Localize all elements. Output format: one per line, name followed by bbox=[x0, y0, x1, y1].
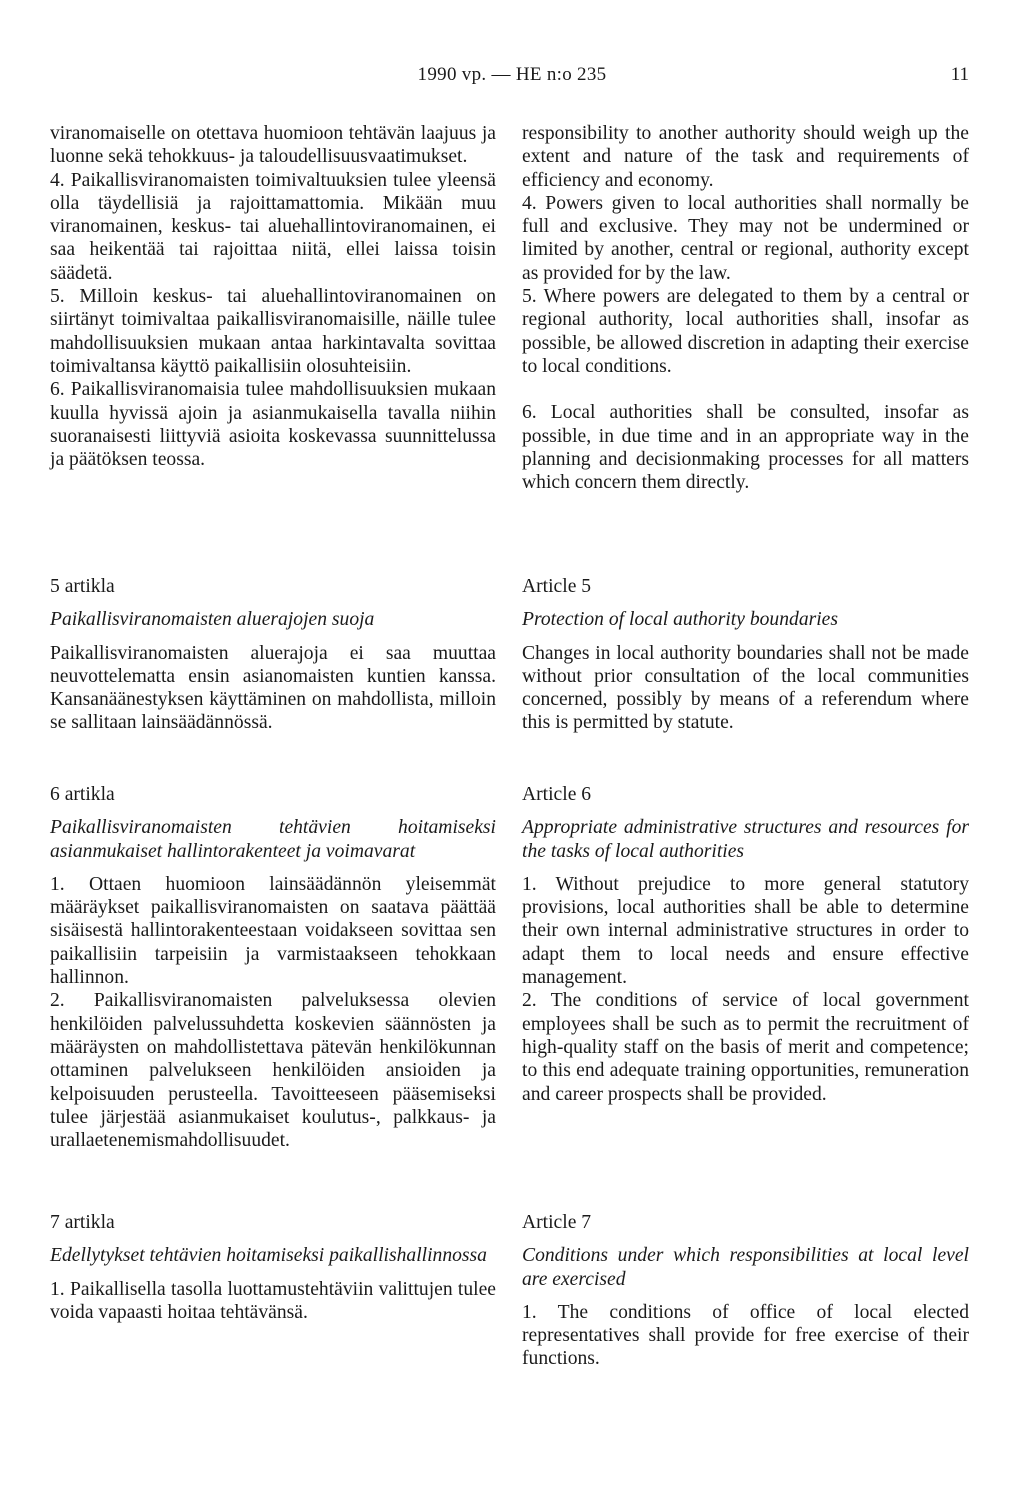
finnish-paragraph-5: 5. Milloin keskus- tai aluehallintoviranomainen on siirtänyt toimivaltaa paikallisviranomaisille, näille tulee mahdollisuuksien mukaan antaa harkintavalta sovittaa toimivaltansa käyttö paikallisiin olosuhteisiin. bbox=[50, 286, 496, 377]
finnish-paragraph-4: 4. Paikallisviranomaisten toimivaltuuksien tulee yleensä olla täydellisiä ja rajoittamattomia. Mikään muu viranomainen, keskus- tai aluehallintoviranomainen, ei saa heikentää tai rajoittaa niitä, ellei laissa toisin säädetä. bbox=[50, 169, 496, 284]
english-article-6 bbox=[522, 783, 969, 1106]
article-paragraph: Paikallisviranomaisten aluerajoja ei saa muuttaa neuvottelematta ensin asianomaisten kuntien kanssa. Kansanäänestyksen käyttäminen on mahdollista, milloin se sallitaan lainsäädännössä. bbox=[50, 642, 496, 734]
article-paragraph-2: 2. Paikallisviranomaisten palveluksessa olevien henkilöiden palvelussuhdetta koskevien säännösten ja määräysten on mahdollistettava pätevän henkilökunnan ottaminen palvelukseen henkilöiden ansioiden ja kelpoisuuden perusteella. Tavoitteeseen pääsemiseksi tulee järjestää asianmukaiset koulutus-, palkkaus- ja urallaetenemismahdollisuudet. bbox=[50, 990, 496, 1152]
article-title: Appropriate administrative structures and resources for the tasks of local authorities bbox=[522, 817, 969, 862]
article-paragraph-1: 1. Paikallisella tasolla luottamustehtäviin valittujen tulee voida vapaasti hoitaa tehtävänsä. bbox=[50, 1278, 496, 1323]
english-block-top bbox=[522, 122, 969, 494]
article-heading: Article 5 bbox=[522, 576, 592, 597]
article-heading: Article 6 bbox=[522, 784, 592, 805]
article-title: Paikallisviranomaisten aluerajojen suoja bbox=[50, 609, 375, 631]
finnish-paragraph-6: 6. Paikallisviranomaisia tulee mahdollisuuksien mukaan kuulla hyvissä ajoin ja asianmukaisella tavalla niihin suoranaisesti liittyviä asioita koskevassa suunnittelussa ja päätöksen teossa. bbox=[50, 379, 496, 471]
english-paragraph-6: 6. Local authorities shall be consulted, insofar as possible, in due time and in an appropriate way in the planning and decisionmaking processes for all matters which concern them directly. bbox=[522, 402, 969, 494]
finnish-article-6 bbox=[50, 783, 496, 1152]
page-header bbox=[0, 64, 1024, 94]
english-article-7 bbox=[522, 1211, 969, 1371]
article-title: Edellytykset tehtävien hoitamiseksi paikallishallinnossa bbox=[50, 1245, 487, 1267]
article-heading: Article 7 bbox=[522, 1212, 592, 1233]
article-heading: 6 artikla bbox=[50, 784, 115, 805]
english-paragraph-4: 4. Powers given to local authorities shall normally be full and exclusive. They may not be undermined or limited by another, central or regional, authority except as provided for by the law. bbox=[522, 192, 969, 284]
article-paragraph-1: 1. The conditions of office of local elected representatives shall provide for free exercise of their functions. bbox=[522, 1301, 969, 1370]
english-continuation: responsibility to another authority should weigh up the extent and nature of the task and requirements of efficiency and economy. bbox=[522, 123, 969, 191]
article-paragraph-1: 1. Ottaen huomioon lainsäädännön yleisemmät määräykset paikallisviranomaisten on saatava päättää sisäisestä hallintorakenteestaan voidakseen sovittaa sen paikallisiin tarpeisiin ja varmistaakseen tehokkaan hallinnon. bbox=[50, 873, 496, 989]
article-paragraph: Changes in local authority boundaries shall not be made without prior consultation of the local communities concerned, possibly by means of a referendum where this is permitted by statute. bbox=[522, 642, 969, 734]
page-number: 11 bbox=[950, 64, 969, 85]
finnish-article-7 bbox=[50, 1211, 496, 1324]
article-heading: 7 artikla bbox=[50, 1212, 115, 1233]
article-heading: 5 artikla bbox=[50, 576, 115, 597]
article-paragraph-2: 2. The conditions of service of local government employees shall be such as to permit the recruitment of high-quality staff on the basis of merit and competence; to this end adequate training opportunities, remuneration and career prospects shall be provided. bbox=[522, 990, 969, 1105]
finnish-continuation: viranomaiselle on otettava huomioon tehtävän laajuus ja luonne sekä tehokkuus- ja taloudellisuusvaatimukset. bbox=[50, 123, 496, 168]
running-title: 1990 vp. — HE n:o 235 bbox=[417, 64, 607, 85]
article-title: Protection of local authority boundaries bbox=[522, 609, 839, 631]
english-article-5 bbox=[522, 575, 969, 735]
article-title: Paikallisviranomaisten tehtävien hoitamiseksi asianmukaiset hallintorakenteet ja voimavarat bbox=[50, 817, 496, 862]
finnish-article-5 bbox=[50, 575, 496, 735]
english-paragraph-5: 5. Where powers are delegated to them by a central or regional authority, local authorities shall, insofar as possible, be allowed discretion in adapting their exercise to local conditions. bbox=[522, 286, 969, 377]
article-title: Conditions under which responsibilities at local level are exercised bbox=[522, 1245, 969, 1290]
finnish-block-top bbox=[50, 122, 496, 471]
article-paragraph-1: 1. Without prejudice to more general statutory provisions, local authorities shall be able to determine their own internal administrative structures in order to adapt them to local needs and ensure effective management. bbox=[522, 873, 969, 989]
